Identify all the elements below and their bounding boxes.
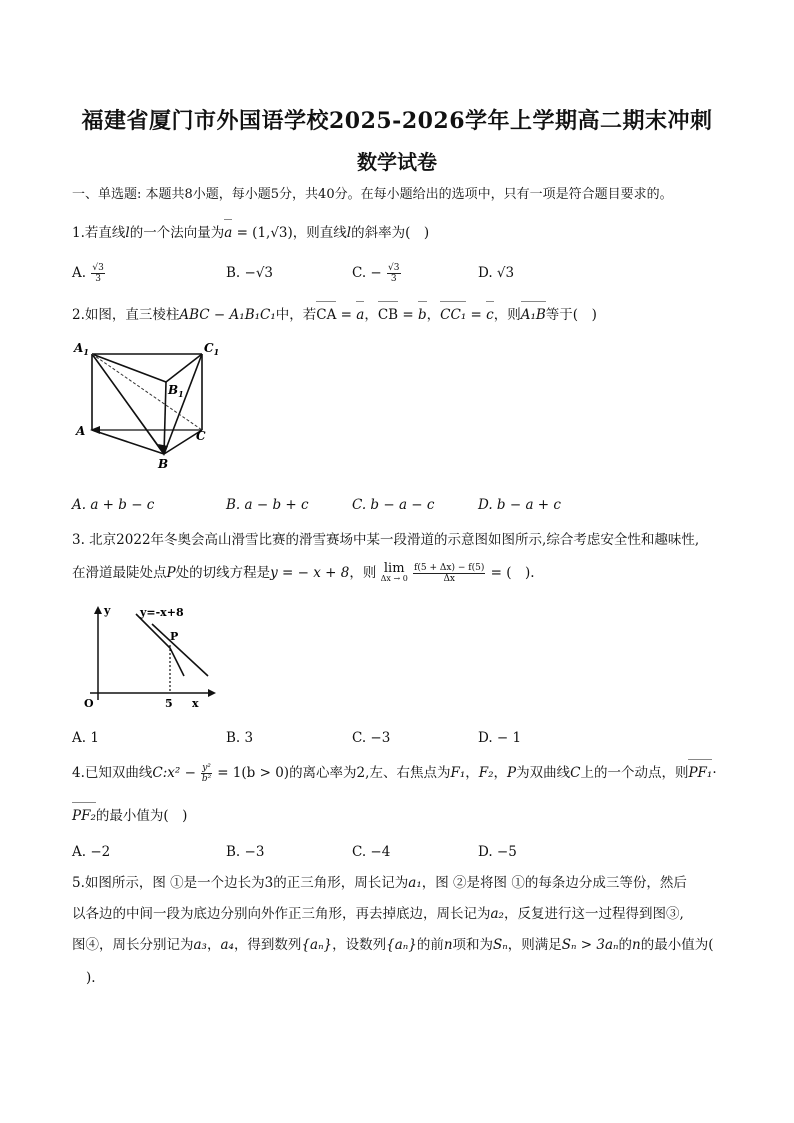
- origin-label: O: [84, 697, 94, 710]
- label-b1: $B_1$: [168, 383, 184, 399]
- question-4-line-2: PF₂的最小值为( ): [72, 808, 188, 824]
- label-a: A: [76, 424, 86, 438]
- question-3-line-1: 3. 北京2022年冬奥会高山滑雪比赛的滑雪赛场中某一段滑道的示意图如图所示,综合考虑安全性和趣味性,: [72, 532, 700, 548]
- vector-a1-b-2: [92, 354, 162, 452]
- question-5-line-3: 图④，周长分别记为a₃，a₄，得到数列{aₙ}，设数列{aₙ}的前n项和为Sₙ，则满足Sₙ > 3aₙ的n的最小值为(: [72, 937, 714, 953]
- point-label: P: [170, 630, 179, 643]
- question-5-line-4: ).: [86, 970, 96, 986]
- y-axis-arrow: [94, 606, 102, 614]
- q1-option-b[interactable]: B. −√3: [226, 265, 274, 281]
- q4-option-a[interactable]: A. −2: [72, 844, 111, 860]
- q2-option-b[interactable]: B. a − b + c: [226, 497, 309, 513]
- x-label: x: [192, 697, 199, 710]
- question-3-line-2: 在滑道最陡处点P处的切线方程是y = − x + 8，则 lim Δx → 0 $\frac{f(5 + \Delta x) - f(5)}{\Delta x}$ = ( ).: [72, 560, 535, 584]
- label-c1: $C_1$: [204, 341, 220, 357]
- q1-option-d[interactable]: D. √3: [478, 265, 515, 281]
- question-1: 1.若直线l的一个法向量为a = (1,√3)，则直线l的斜率为( ): [72, 225, 430, 241]
- q3-option-a[interactable]: A. 1: [72, 730, 99, 746]
- exam-subtitle: 数学试卷: [357, 150, 437, 174]
- diagonal-a1-c-hidden: [92, 354, 202, 430]
- label-a1: $A_1$: [74, 341, 89, 357]
- tick-label: 5: [165, 697, 173, 710]
- edge-a-b: [92, 430, 164, 454]
- q4-option-d[interactable]: D. −5: [478, 844, 517, 860]
- question-4-line-1: 4.已知双曲线C:x² − $\frac{\text{y²}}{\text{b²}}$ = 1(b > 0)的离心率为2,左、右焦点为F₁，F₂，P为双曲线C上的一个动点，则PF₁·: [72, 763, 717, 784]
- y-label: y: [104, 604, 111, 617]
- label-c: C: [196, 429, 206, 443]
- q3-option-b[interactable]: B. 3: [226, 730, 254, 746]
- q4-option-b[interactable]: B. −3: [226, 844, 265, 860]
- question-5-line-1: 5.如图所示，图 ①是一个边长为3的正三角形，周长记为a₁，图 ②是将图 ①的每条边分成三等份，然后: [72, 875, 687, 891]
- edge-a1-b1: [92, 354, 166, 382]
- x-axis-arrow: [208, 689, 216, 697]
- edge-b1-b: [164, 382, 166, 454]
- exam-title: 福建省厦门市外国语学校2025-2026学年上学期高二期末冲刺: [81, 108, 713, 134]
- q4-option-c[interactable]: C. −4: [352, 844, 391, 860]
- q1-option-c[interactable]: C. − $\frac{√3}{3}$: [352, 263, 400, 284]
- q3-option-c[interactable]: C. −3: [352, 730, 391, 746]
- question-5-line-2: 以各边的中间一段为底边分别向外作正三角形，再去掉底边，周长记为a₂，反复进行这一过程得到图③,: [72, 906, 684, 922]
- section-heading: 一、单选题: 本题共8小题，每小题5分，共40分。在每小题给出的选项中，只有一项是符合题目要求的。: [72, 187, 673, 202]
- label-b: B: [158, 457, 169, 471]
- line-label: y=-x+8: [140, 606, 184, 619]
- question-2: 2.如图，直三棱柱ABC − A₁B₁C₁中，若CA = a，CB = b，CC₁ = c，则A₁B等于( ): [72, 307, 597, 323]
- q2-option-c[interactable]: C. b − a − c: [352, 497, 435, 513]
- q1-option-a[interactable]: A. $\frac{√3}{3}$: [72, 263, 104, 284]
- q3-option-d[interactable]: D. − 1: [478, 730, 522, 746]
- q2-option-a[interactable]: A. a + b − c: [72, 497, 155, 513]
- slope-curve: [136, 614, 184, 676]
- q2-option-d[interactable]: D. b − a + c: [478, 497, 561, 513]
- slope-graph: [70, 600, 220, 712]
- prism-figure: [70, 338, 220, 473]
